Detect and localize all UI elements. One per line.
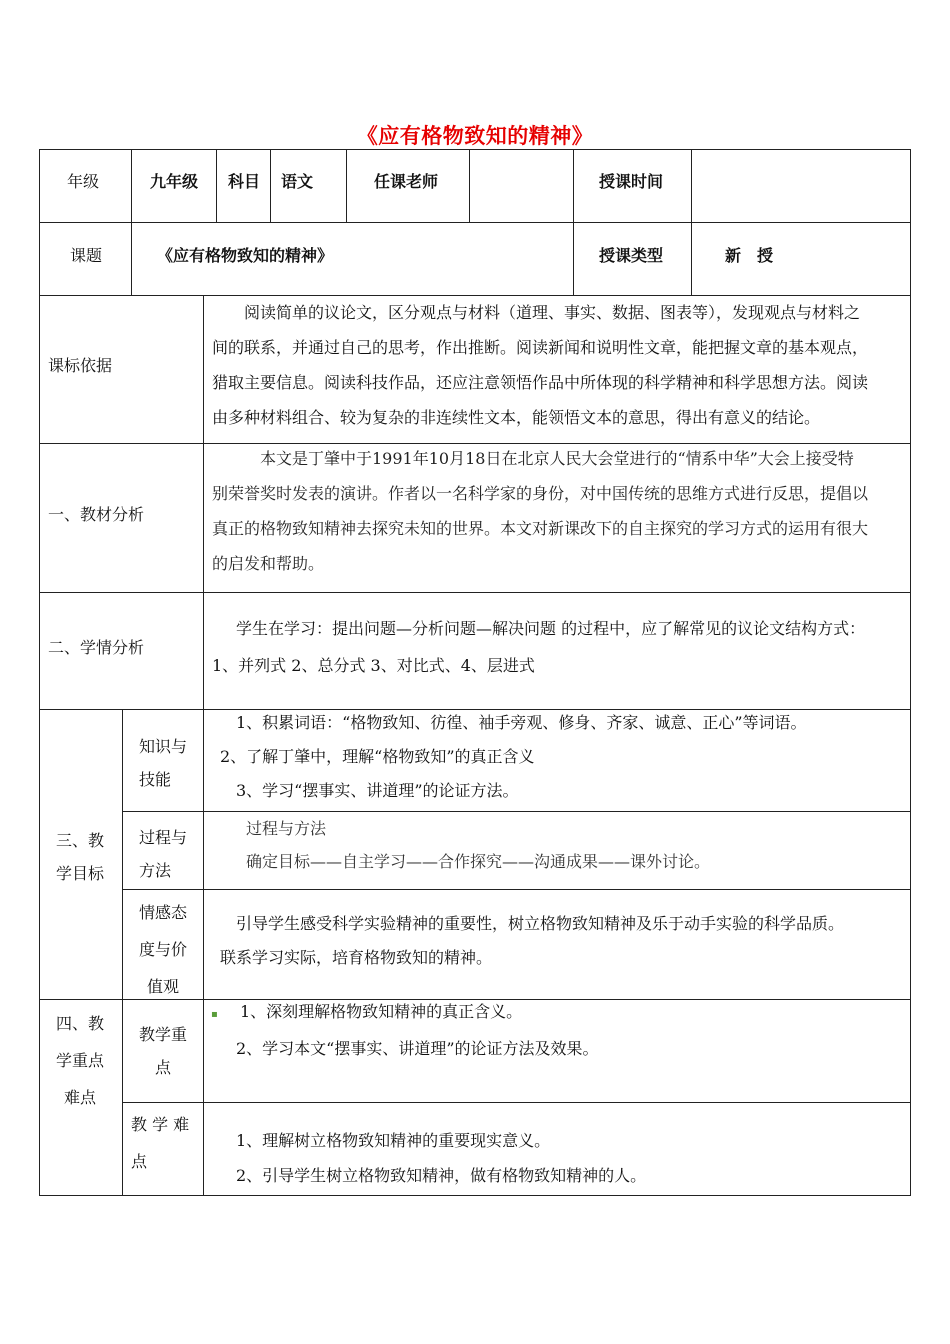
- standard-line: 由多种材料组合、较为复杂的非连续性文本，能领悟文本的意思，得出有意义的结论。: [212, 408, 821, 427]
- row-divider: [39, 222, 911, 223]
- students-line: 1、并列式 2、总分式 3、对比式、4、层进式: [212, 656, 535, 675]
- students-label: 二、学情分析: [48, 638, 145, 657]
- knowledge-line: 1、积累词语：“格物致知、彷徨、袖手旁观、修身、齐家、诚意、正心”等词语。: [236, 713, 807, 732]
- emotion-text: [212, 907, 907, 975]
- emotion-label-line: 值观: [147, 977, 180, 996]
- focus-label: [139, 1018, 187, 1084]
- goals-label-line: 三、教: [56, 831, 105, 850]
- decorative-dot-icon: ▪: [211, 1009, 218, 1020]
- emotion-line: 联系学习实际，培育格物致知的精神。: [220, 948, 493, 967]
- process-label-line: 方法: [139, 861, 172, 880]
- column-divider: [216, 149, 217, 222]
- column-divider: [346, 149, 347, 222]
- lesson-type-value: 新 授: [725, 246, 774, 265]
- standard-line: 阅读简单的议论文，区分观点与材料（道理、事实、数据、图表等），发现观点与材料之: [244, 303, 861, 322]
- column-divider: [203, 295, 204, 709]
- column-divider: [122, 709, 123, 1196]
- column-divider: [573, 149, 574, 295]
- focus-line: 2、学习本文“摆事实、讲道理”的论证方法及效果。: [236, 1039, 599, 1058]
- focus-label-line: 教学重: [139, 1025, 188, 1044]
- emotion-label-line: 度与价: [139, 940, 188, 959]
- key-points-label-line: 难点: [64, 1088, 97, 1107]
- material-label: 一、教材分析: [48, 505, 145, 524]
- students-text: [212, 610, 907, 684]
- grade-label: 年级: [67, 172, 100, 191]
- grade-value: 九年级: [150, 172, 199, 191]
- standard-line: 间的联系，并通过自己的思考，作出推断。阅读新闻和说明性文章，能把握文章的基本观点，: [212, 338, 869, 357]
- goals-label: [56, 824, 104, 890]
- difficulty-line: 2、引导学生树立格物致知精神，做有格物致知精神的人。: [236, 1166, 647, 1185]
- time-label: 授课时间: [599, 172, 664, 191]
- difficulty-text: [212, 1123, 907, 1193]
- column-divider: [469, 149, 470, 222]
- column-divider: [270, 149, 271, 222]
- column-divider: [131, 149, 132, 295]
- subject-label: 科目: [228, 172, 261, 191]
- row-divider: [122, 889, 911, 890]
- emotion-label-line: 情感态: [139, 903, 188, 922]
- difficulty-label-line: 点: [131, 1152, 148, 1171]
- process-label-line: 过程与: [139, 828, 188, 847]
- difficulty-line: 1、理解树立格物致知精神的重要现实意义。: [236, 1131, 551, 1150]
- standard-line: 猎取主要信息。阅读科技作品，还应注意领悟作品中所体现的科学精神和科学思想方法。阅读: [212, 373, 869, 392]
- process-label: [139, 821, 187, 887]
- subject-value: 语文: [281, 172, 314, 191]
- emotion-label: [139, 894, 187, 1005]
- key-points-label-line: 学重点: [56, 1051, 105, 1070]
- material-line: 真正的格物致知精神去探究未知的世界。本文对新课改下的自主探究的学习方式的运用有很大: [212, 519, 869, 538]
- column-divider: [203, 709, 204, 1196]
- process-text: [212, 812, 907, 878]
- focus-line: 1、深刻理解格物致知精神的真正含义。: [240, 1002, 523, 1021]
- emotion-line: 引导学生感受科学实验精神的重要性，树立格物致知精神及乐于动手实验的科学品质。: [236, 914, 845, 933]
- key-points-label-line: 四、教: [56, 1014, 105, 1033]
- knowledge-text: [212, 706, 907, 808]
- document-title: 《应有格物致知的精神》: [356, 124, 594, 148]
- material-text: [212, 441, 907, 581]
- process-line: 确定目标——自主学习——合作探究——沟通成果——课外讨论。: [246, 852, 711, 871]
- knowledge-label-line: 技能: [139, 770, 172, 789]
- topic-value: 《应有格物致知的精神》: [157, 246, 334, 265]
- knowledge-line: 2、了解丁肇中，理解“格物致知”的真正含义: [220, 747, 535, 766]
- teacher-label: 任课老师: [374, 172, 439, 191]
- topic-label: 课题: [70, 246, 103, 265]
- students-line: 学生在学习：提出问题—分析问题—解决问题 的过程中，应了解常见的议论文结构方式：: [236, 619, 866, 638]
- knowledge-label-line: 知识与: [139, 737, 188, 756]
- material-line: 本文是丁肇中于1991年10月18日在北京人民大会堂进行的“情系中华”大会上接受特: [260, 449, 854, 468]
- row-divider: [122, 1102, 911, 1103]
- focus-text: [212, 993, 907, 1067]
- column-divider: [691, 149, 692, 295]
- difficulty-label: [131, 1106, 189, 1180]
- standard-label: 课标依据: [48, 356, 113, 375]
- standard-text: [212, 295, 907, 435]
- key-points-label: [56, 1005, 104, 1116]
- process-line: 过程与方法: [246, 819, 327, 838]
- knowledge-line: 3、学习“摆事实、讲道理”的论证方法。: [236, 781, 519, 800]
- goals-label-line: 学目标: [56, 864, 105, 883]
- focus-label-line: 点: [155, 1058, 172, 1077]
- difficulty-label-line: 教 学 难: [131, 1115, 190, 1134]
- material-line: 别荣誉奖时发表的演讲。作者以一名科学家的身份，对中国传统的思维方式进行反思，提倡以: [212, 484, 869, 503]
- row-divider: [39, 592, 911, 593]
- material-line: 的启发和帮助。: [212, 554, 325, 573]
- lesson-type-label: 授课类型: [599, 246, 664, 265]
- knowledge-label: [139, 730, 187, 796]
